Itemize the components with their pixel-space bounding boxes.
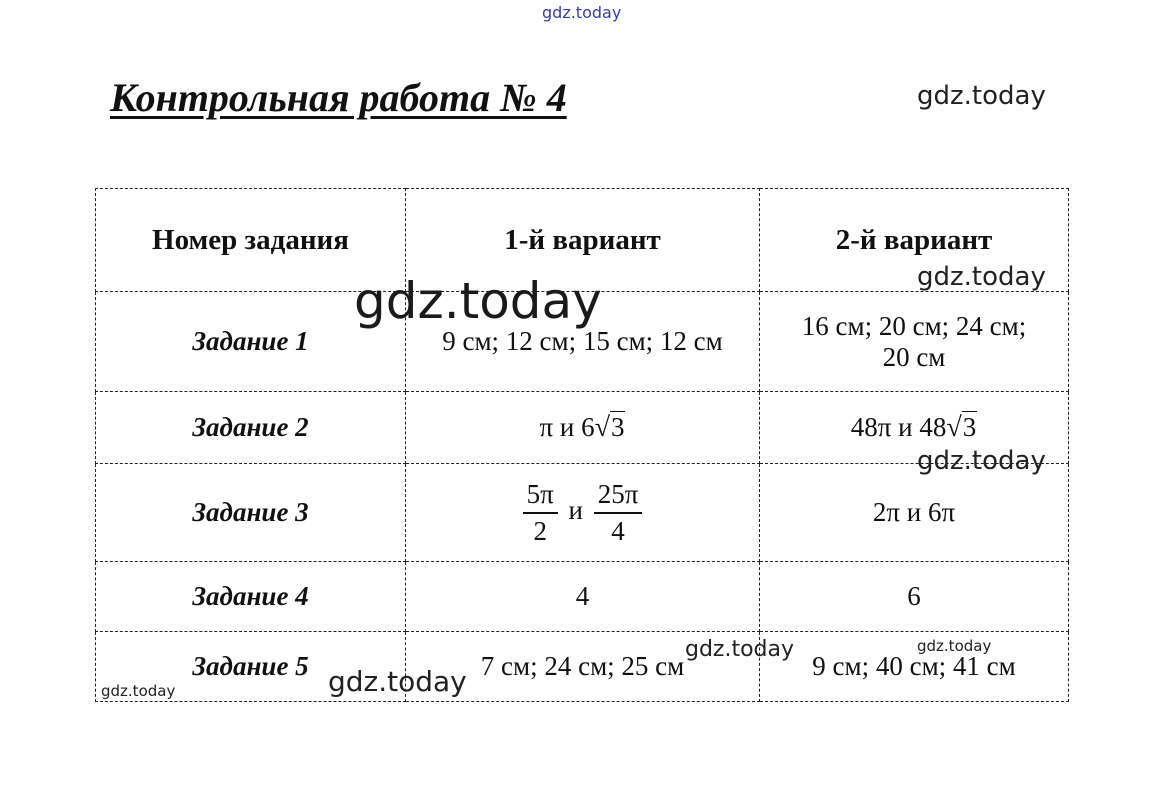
answer-variant-1 [406, 464, 760, 562]
watermark: gdz.today [917, 81, 1046, 111]
radicand: 3 [610, 411, 625, 442]
task-label: Задание 2 [96, 392, 406, 464]
watermark: gdz.today [917, 262, 1046, 292]
page-title: Контрольная работа № 4 [110, 75, 567, 120]
answer-text: π и 6 [539, 411, 595, 442]
task-label: Задание 5 [96, 632, 406, 702]
conjunction: и [568, 494, 583, 525]
task-label: Задание 1 [96, 292, 406, 392]
task-label: Задание 4 [96, 562, 406, 632]
answer-variant-1: 7 см; 24 см; 25 см [406, 632, 760, 702]
column-header-variant-1: 1-й вариант [406, 189, 760, 292]
watermark: gdz.today [685, 637, 795, 662]
watermark-top: gdz.today [542, 3, 622, 22]
watermark: gdz.today [328, 665, 467, 698]
table-row [96, 562, 1069, 632]
answer-variant-2: 2π и 6π [760, 464, 1069, 562]
denominator: 2 [533, 515, 547, 546]
answer-variant-2 [760, 292, 1069, 392]
answer-variant-1 [406, 392, 760, 464]
table-header-row [96, 189, 1069, 292]
task-label: Задание 3 [96, 464, 406, 562]
column-header-task: Номер задания [96, 189, 406, 292]
square-root: √3 [594, 411, 625, 443]
answer-line: 16 см; 20 см; 24 см; [801, 310, 1027, 341]
table-row [96, 632, 1069, 702]
radicand: 3 [962, 411, 977, 442]
answer-variant-1: 9 см; 12 см; 15 см; 12 см [406, 292, 760, 392]
answer-text: 48π и 48 [850, 411, 947, 442]
watermark: gdz.today [917, 446, 1046, 476]
table-row [96, 464, 1069, 562]
numerator: 5π [523, 479, 558, 514]
fraction [523, 479, 558, 547]
answer-variant-1: 4 [406, 562, 760, 632]
numerator: 25π [594, 479, 643, 514]
watermark: gdz.today [917, 637, 992, 655]
answer-variant-2: 6 [760, 562, 1069, 632]
answers-table [95, 188, 1069, 702]
square-root: √3 [946, 411, 977, 443]
table-row [96, 292, 1069, 392]
watermark-large: gdz.today [354, 272, 602, 330]
denominator: 4 [611, 515, 625, 546]
table-row [96, 392, 1069, 464]
watermark: gdz.today [101, 682, 176, 700]
answer-variant-2: 9 см; 40 см; 41 см [760, 632, 1069, 702]
column-header-variant-2: 2-й вариант [760, 189, 1069, 292]
fraction [594, 479, 643, 547]
answer-variant-2 [760, 392, 1069, 464]
answer-line: 20 см [882, 341, 946, 372]
